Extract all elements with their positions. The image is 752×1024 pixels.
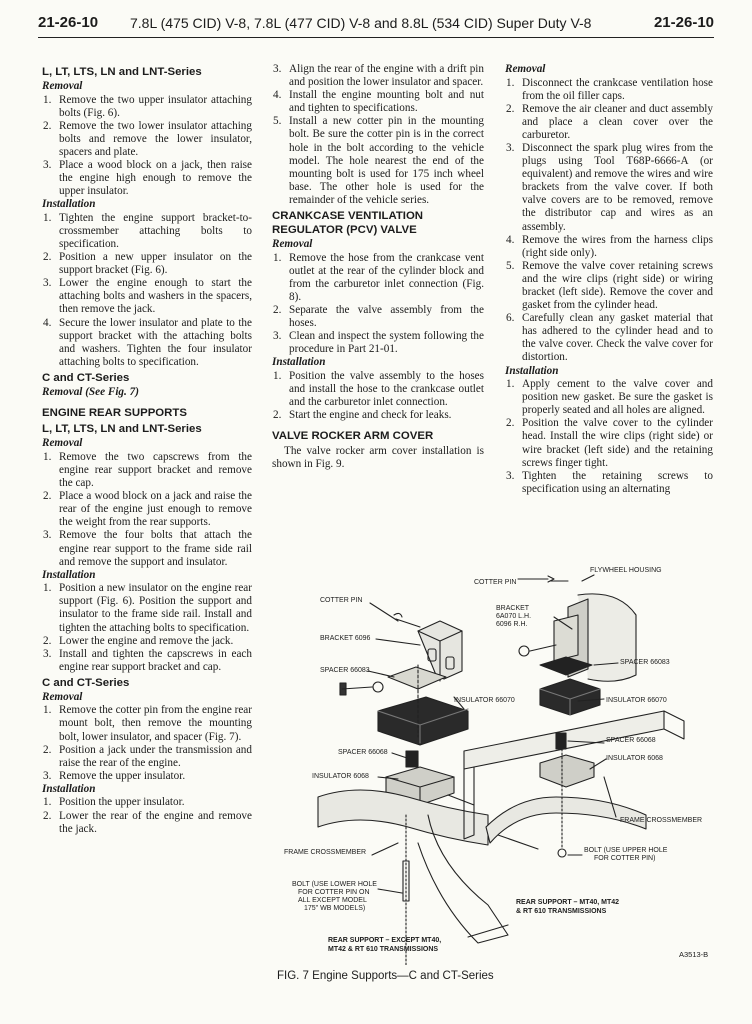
subheading-installation: Installation	[42, 782, 96, 795]
list-item: 4. Install the engine mounting bolt and nut and tighten to specifications.	[273, 89, 484, 115]
list-item: 3. Remove the four bolts that attach the engine rear support to the frame side rail and remove the support and insulator.	[43, 529, 252, 568]
section-heading: C and CT-Series	[42, 371, 130, 384]
subheading-removal: Removal	[42, 437, 83, 450]
list-item: 2. Position a jack under the transmission and raise the rear of the engine.	[43, 743, 252, 769]
label-rear-support-mt: REAR SUPPORT – MT40, MT42	[516, 899, 620, 906]
label-flywheel-housing: FLYWHEEL HOUSING	[590, 567, 662, 574]
step-list	[42, 451, 252, 569]
step-list	[505, 378, 713, 496]
page-number-right: 21-26-10	[653, 14, 714, 31]
list-item: 5. Remove the valve cover retaining screws and the wire clips (right side) or wiring bracket (left side). Remove the cover and gasket from the cylinder head.	[506, 259, 713, 312]
subheading-installation: Installation	[42, 198, 96, 211]
list-item: 5. Install a new cotter pin in the mounting bolt. Be sure the cotter pin is in the correct hole in the bolt according to the vehicle model. The hole nearest the end of the mounting bolt is used for 175 inch wheel base. The other hole is used for the remainder of the vehicle series.	[273, 115, 484, 206]
list-item: 1. Apply cement to the valve cover and position new gasket. Be sure the gasket is properly seated and all holes are aligned.	[506, 378, 713, 417]
label-bracket-6096: BRACKET 6096	[320, 635, 371, 642]
label-bracket-lh: 6A070 L.H.	[496, 613, 532, 620]
label-bolt-upper-hole: FOR COTTER PIN)	[594, 855, 656, 862]
section-heading: L, LT, LTS, LN and LNT-Series	[42, 66, 202, 78]
label-insulator-66070: INSULATOR 66070	[606, 697, 667, 704]
list-item: 2. Remove the air cleaner and duct assembly and place a clean cover over the carburetor.	[506, 102, 713, 141]
list-item: 3. Disconnect the spark plug wires from the plugs using Tool T68P-6666-A (or equivalent) and remove the wires and wire brackets from the valve cover. If both valve covers are to be removed, remove the distributor cap and wires as an assembly.	[506, 141, 713, 233]
subheading-installation: Installation	[272, 356, 326, 369]
page-header	[38, 14, 714, 36]
list-item: 2. Place a wood block on a jack and raise the rear of the engine just enough to remove the weight from the rear supports.	[43, 490, 252, 529]
list-item: 3. Tighten the retaining screws to specification using an alternating	[506, 469, 713, 495]
list-item: 1. Remove the cotter pin from the engine rear mount bolt, then remove the mounting bolt, lower insulator, and spacer (Fig. 7).	[43, 704, 252, 743]
step-list	[272, 252, 484, 357]
section-heading: C and CT-Series	[42, 676, 130, 689]
running-title: 7.8L (475 CID) V-8, 7.8L (477 CID) V-8 and 8.8L (534 CID) Super Duty V-8	[130, 15, 592, 31]
list-item: 2. Lower the rear of the engine and remove the jack.	[43, 809, 252, 835]
figure-engine-supports	[278, 565, 718, 965]
label-rear-support-except: MT42 & RT 610 TRANSMISSIONS	[328, 946, 439, 953]
label-bolt-lower-hole: 175" WB MODELS)	[304, 905, 366, 912]
list-item: 3. Place a wood block on a jack, then raise the engine high enough to remove the upper insulator.	[43, 158, 252, 198]
step-list	[272, 370, 484, 422]
label-spacer-66068: SPACER 66068	[606, 737, 656, 744]
list-item: 6. Carefully clean any gasket material that has adhered to the cylinder head and to the valve cover. Check the valve cover for distortion.	[506, 312, 713, 364]
list-item: 4. Secure the lower insulator and plate to the support bracket with the attaching bolts and washers. Tighten the four insulator attaching bolts to specification.	[43, 316, 252, 368]
list-item: 1. Position the valve assembly to the hoses and install the hose to the crankcase outlet and the carburetor inlet connection.	[273, 369, 484, 408]
list-item: 1. Disconnect the crankcase ventilation hose from the oil filler caps.	[506, 76, 713, 102]
subheading-removal: Removal	[42, 80, 83, 92]
label-insulator-66070: INSULATOR 66070	[454, 697, 515, 704]
section-heading: L, LT, LTS, LN and LNT-Series	[42, 423, 202, 436]
subheading-removal: Removal	[42, 690, 83, 703]
label-bolt-lower-hole: ALL EXCEPT MODEL	[298, 897, 367, 904]
list-item: 2. Lower the engine and remove the jack.	[43, 634, 234, 647]
label-bracket: BRACKET	[496, 605, 530, 612]
subheading-removal: Removal	[505, 63, 546, 75]
label-spacer-66068: SPACER 66068	[338, 749, 388, 756]
list-item: 3. Install and tighten the capscrews in each engine rear support bracket and cap.	[43, 647, 252, 673]
step-list	[42, 582, 252, 674]
list-item: 3. Clean and inspect the system following the procedure in Part 21-01.	[273, 330, 484, 356]
subheading-installation: Installation	[42, 568, 96, 581]
list-item: 1. Tighten the engine support bracket-to-crossmember attaching bolts to specification.	[43, 211, 252, 250]
section-heading: CRANKCASE VENTILATION REGULATOR (PCV) VALVE	[272, 210, 424, 237]
list-item: 1. Position a new insulator on the engine rear support (Fig. 6). Position the support and insulator to the frame side rail. Install and tighten the attaching bolts to specification.	[43, 582, 252, 634]
column-left	[42, 63, 252, 836]
label-insulator-6068: INSULATOR 6068	[312, 773, 369, 780]
list-item: 1. Remove the two capscrews from the engine rear support bracket and remove the cap.	[43, 450, 252, 490]
section-heading: VALVE ROCKER ARM COVER	[272, 430, 434, 443]
label-bolt-upper-hole: BOLT (USE UPPER HOLE	[584, 847, 668, 854]
label-bracket-rh: 6096 R.H.	[496, 621, 528, 628]
section-heading: ENGINE REAR SUPPORTS	[42, 407, 187, 420]
label-insulator-6068: INSULATOR 6068	[606, 755, 663, 762]
label-bolt-lower-hole: BOLT (USE LOWER HOLE	[292, 881, 377, 888]
step-list	[42, 212, 252, 369]
list-item: 1. Remove the two upper insulator attaching bolts (Fig. 6).	[43, 93, 252, 119]
figure-code: A3513-B	[679, 950, 709, 959]
label-cotter-pin: COTTER PIN	[474, 579, 517, 586]
header-rule	[38, 37, 714, 38]
step-list	[272, 63, 484, 207]
list-item: 1. Position the upper insulator.	[43, 796, 185, 809]
column-right	[505, 63, 713, 496]
label-frame-crossmember: FRAME CROSSMEMBER	[284, 849, 367, 856]
label-rear-support-mt: & RT 610 TRANSMISSIONS	[516, 908, 607, 915]
label-cotter-pin: COTTER PIN	[320, 597, 363, 604]
list-item: 4. Remove the wires from the harness clips (right side only).	[506, 233, 713, 259]
list-item: 1. Remove the hose from the crankcase vent outlet at the rear of the cylinder block and from the carburetor inlet connection (Fig. 8).	[273, 251, 484, 303]
figure-caption: FIG. 7 Engine Supports—C and CT-Series	[277, 970, 494, 982]
paragraph: The valve rocker arm cover installation is shown in Fig. 9.	[272, 445, 484, 471]
label-rear-support-except: REAR SUPPORT – EXCEPT MT40,	[328, 937, 442, 944]
step-list	[42, 796, 252, 835]
list-item: 2. Separate the valve assembly from the hoses.	[273, 303, 484, 329]
label-spacer-66083: SPACER 66083	[320, 667, 370, 674]
list-item: 2. Remove the two lower insulator attaching bolts and remove the lower insulator, spacers and plate.	[43, 119, 252, 158]
step-list	[42, 94, 252, 199]
label-spacer-66083: SPACER 66083	[620, 659, 670, 666]
list-item: 3. Align the rear of the engine with a drift pin and position the lower insulator and spacer.	[273, 63, 484, 89]
list-item: 2. Position a new upper insulator on the support bracket (Fig. 6).	[43, 251, 252, 277]
label-frame-crossmember: FRAME CROSSMEMBER	[620, 817, 703, 824]
label-bolt-lower-hole: FOR COTTER PIN ON	[298, 889, 370, 896]
list-item: 2. Start the engine and check for leaks.	[273, 409, 452, 422]
list-item: 2. Position the valve cover to the cylinder head. Install the wire clips (right side) or wire bracket (left side) and the retaining screws finger tight.	[506, 417, 713, 469]
subheading-removal: Removal	[272, 238, 313, 251]
list-item: 3. Lower the engine enough to start the attaching bolts and washers in the spacers, then remove the jack.	[43, 277, 252, 316]
column-middle	[272, 63, 484, 471]
subheading-removal: Removal (See Fig. 7)	[42, 385, 139, 398]
page-number-left: 21-26-10	[38, 14, 99, 31]
step-list	[42, 704, 252, 783]
list-item: 3. Remove the upper insulator.	[43, 769, 186, 782]
step-list	[505, 77, 713, 365]
subheading-installation: Installation	[505, 364, 559, 377]
